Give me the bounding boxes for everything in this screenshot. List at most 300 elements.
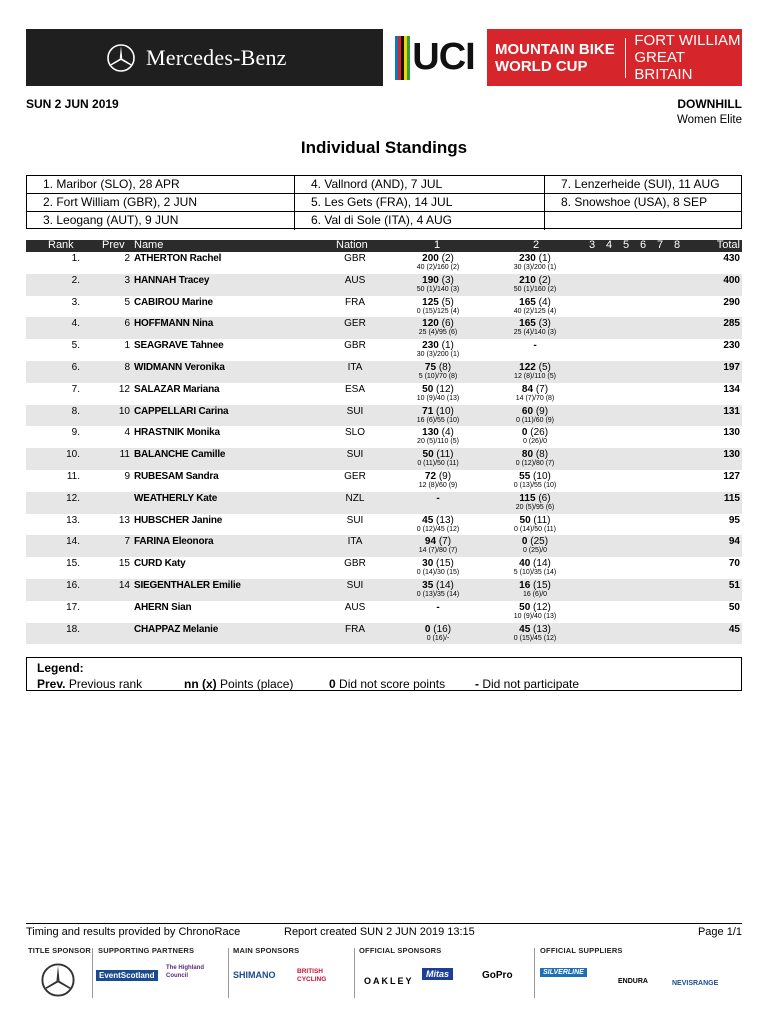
cell-rank: 17. [66, 601, 80, 613]
cell-nation: SUI [346, 405, 364, 417]
r2-place: (13) [533, 623, 551, 635]
cell-nation: FRA [345, 296, 365, 308]
table-row [26, 274, 742, 296]
cell-rank: 15. [66, 558, 80, 570]
legend-points-desc: Points (place) [220, 677, 294, 691]
r2-points: 40 [519, 558, 531, 570]
cell-rank: 10. [66, 449, 80, 461]
cell-r2-sub: 0 (13)/55 (10) [513, 481, 557, 489]
r2-points: 165 [519, 318, 536, 330]
table-row [26, 361, 742, 383]
r1-points: 230 [422, 340, 439, 352]
r2-points: 115 [519, 492, 536, 504]
cell-race-2 [478, 624, 592, 635]
cell-rank: 12. [66, 492, 80, 504]
r2-place: (6) [538, 492, 551, 504]
brand-name: Mercedes-Benz [146, 44, 287, 70]
cell-race-2 [478, 275, 592, 286]
r2-place: (12) [533, 601, 551, 613]
cell-prev: 6 [124, 318, 130, 330]
cell-r1-sub: 16 (6)/55 (10) [416, 416, 460, 424]
timing-credit: Timing and results provided by ChronoRace [26, 926, 241, 938]
series-line-1: MOUNTAIN BIKE [495, 40, 615, 58]
r1-points: 30 [422, 558, 434, 570]
cell-rank: 5. [71, 340, 80, 352]
table-row [26, 448, 742, 470]
cell-rank: 3. [71, 296, 80, 308]
page-title: Individual Standings [300, 138, 468, 157]
cell-rank: 9. [71, 427, 80, 439]
divider [625, 38, 626, 78]
cell-prev: 10 [118, 405, 130, 417]
cell-race-2 [478, 318, 592, 329]
legend-dash-desc: Did not participate [482, 677, 580, 691]
legend-prev-key: Prev. [37, 677, 66, 691]
r1-place: (9) [438, 470, 452, 482]
table-row [26, 470, 742, 492]
category: Women Elite [677, 114, 742, 126]
header-banner [26, 29, 742, 86]
cell-r2-sub: 0 (14)/50 (11) [514, 525, 556, 533]
event-cell: 5. Les Gets (FRA), 14 JUL [295, 194, 545, 212]
cell-r2-sub: 5 (10)/35 (14) [513, 569, 557, 577]
sponsor-strip [26, 946, 742, 1002]
r1-place: (10) [436, 405, 454, 417]
standings-rows [26, 252, 742, 644]
report-created: Report created SUN 2 JUN 2019 13:15 [284, 926, 475, 938]
cell-rank: 6. [71, 361, 80, 373]
event-cell: 2. Fort William (GBR), 2 JUN [27, 194, 295, 212]
eventscotland-logo: EventScotland [96, 970, 158, 981]
cell-rank: 18. [66, 623, 80, 635]
r2-place: (15) [533, 579, 551, 591]
r1-points: 120 [422, 318, 439, 330]
cell-nation: AUS [344, 274, 366, 286]
cell-name: AHERN Sian [134, 601, 192, 613]
cell-race-2 [478, 340, 592, 351]
header-nation: Nation [336, 239, 368, 251]
legend-points-key: nn (x) [184, 677, 217, 691]
cell-r1-sub: 30 (3)/200 (1) [416, 351, 460, 359]
cell-total: 400 [723, 274, 740, 286]
table-row [26, 426, 742, 448]
header-total: Total [716, 239, 740, 251]
cell-prev: 12 [118, 383, 130, 395]
cell-rank: 16. [66, 579, 80, 591]
cell-nation: GER [344, 318, 366, 330]
cell-rank: 4. [71, 318, 80, 330]
table-row [26, 339, 742, 361]
r1-points: 94 [424, 536, 437, 548]
cell-r2-sub: 10 (9)/40 (13) [513, 612, 557, 620]
r1-place: (2) [441, 253, 454, 264]
r1-place: (15) [436, 558, 454, 570]
main-sponsors-label: MAIN SPONSORS [233, 946, 300, 955]
r2-points: 0 [521, 536, 528, 548]
cell-nation: ITA [347, 361, 363, 373]
header-race-3: 3 [589, 239, 596, 251]
r2-points: 122 [519, 361, 536, 373]
r1-place: (5) [441, 296, 454, 308]
cell-race-2 [478, 362, 592, 373]
event-cell: 4. Vallnord (AND), 7 JUL [295, 176, 545, 194]
r2-points: 60 [521, 405, 534, 417]
sponsor-divider [354, 948, 355, 998]
r2-place: (2) [538, 274, 551, 286]
cell-r2-sub: 40 (2)/125 (4) [513, 307, 557, 315]
cell-total: 130 [723, 449, 740, 461]
cell-total: 50 [728, 601, 740, 613]
table-row [26, 514, 742, 536]
table-row [26, 252, 742, 274]
header-race-8: 8 [674, 239, 681, 251]
event-cell: 1. Maribor (SLO), 28 APR [27, 176, 295, 194]
cell-total: 134 [723, 383, 740, 395]
cell-nation: NZL [345, 492, 365, 504]
cell-total: 430 [723, 253, 740, 264]
legend-zero [329, 677, 445, 691]
r1-points: 0 [424, 623, 431, 635]
cell-name: CAPPELLARI Carina [134, 405, 229, 417]
r1-place: (11) [436, 449, 454, 461]
cell-race-2 [478, 253, 592, 264]
cell-nation: SUI [346, 514, 364, 526]
cell-r1-sub: 12 (8)/60 (9) [418, 481, 458, 489]
cell-total: 197 [723, 361, 740, 373]
table-row [26, 579, 742, 601]
cell-r2-sub: 16 (6)/0 [522, 590, 548, 598]
cell-total: 94 [728, 536, 740, 548]
table-row [26, 296, 742, 318]
cell-r1-sub: 0 (16)/- [426, 634, 450, 642]
table-row [26, 623, 742, 645]
cell-rank: 8. [71, 405, 80, 417]
cell-name: WIDMANN Veronika [134, 361, 225, 373]
r2-points: 45 [519, 623, 531, 635]
cell-nation: SUI [346, 449, 364, 461]
gopro-logo: GoPro [482, 970, 513, 981]
r2-place: (4) [538, 296, 551, 308]
r2-place: (10) [533, 470, 551, 482]
cell-name: FARINA Eleonora [134, 536, 214, 548]
cell-nation: FRA [345, 623, 365, 635]
cell-race-2 [478, 471, 592, 482]
cell-prev: 3 [124, 274, 130, 286]
uci-rainbow-stripes [395, 36, 410, 80]
cell-race-2 [478, 580, 592, 591]
cell-r2-sub: 14 (7)/70 (8) [515, 394, 555, 402]
cell-r2-sub: 50 (1)/160 (2) [513, 285, 557, 293]
r1-points: 71 [422, 405, 434, 417]
r1-place: (12) [436, 383, 454, 395]
cell-r2-sub: 12 (8)/110 (5) [514, 372, 556, 380]
table-row [26, 383, 742, 405]
mercedes-star-icon [106, 43, 136, 73]
r2-place: (9) [535, 405, 549, 417]
cell-name: HANNAH Tracey [134, 274, 210, 286]
cell-total: 285 [723, 318, 740, 330]
cell-r1-sub: 5 (10)/70 (8) [418, 372, 458, 380]
r2-points: 55 [519, 470, 531, 482]
event-date: SUN 2 JUN 2019 [26, 97, 119, 111]
cell-name: CHAPPAZ Melanie [134, 623, 219, 635]
cell-nation: SUI [346, 579, 364, 591]
cell-race-2 [478, 493, 592, 504]
cell-name: SIEGENTHALER Emilie [134, 579, 241, 591]
cell-race-2 [478, 515, 592, 526]
r1-place: (7) [438, 536, 452, 548]
cell-nation: ESA [344, 383, 365, 395]
event-cell: 6. Val di Sole (ITA), 4 AUG [295, 212, 545, 230]
header-rank: Rank [48, 239, 74, 251]
official-suppliers-label: OFFICIAL SUPPLIERS [540, 946, 623, 955]
r1-points: - [436, 492, 440, 504]
r1-points: 190 [422, 274, 439, 286]
r1-points: 72 [424, 470, 437, 482]
cell-race-2 [478, 427, 592, 438]
r2-place: (1) [538, 253, 551, 264]
cell-rank: 14. [66, 536, 80, 548]
header-race-4: 4 [606, 239, 613, 251]
r2-points: 84 [521, 383, 534, 395]
r1-points: 200 [422, 253, 439, 264]
cell-name: CABIROU Marine [134, 296, 213, 308]
header-race-6: 6 [640, 239, 647, 251]
cell-r2-sub: 0 (26)/0 [522, 438, 548, 446]
uci-text: UCI [412, 36, 475, 78]
r2-place: (5) [538, 361, 551, 373]
cell-nation: SLO [344, 427, 365, 439]
r2-points: 16 [519, 579, 531, 591]
cell-name: WEATHERLY Kate [134, 492, 218, 504]
cell-nation: AUS [344, 601, 366, 613]
r1-place: (8) [438, 361, 452, 373]
r2-points: 50 [519, 601, 531, 613]
location-line-2: GREAT BRITAIN [634, 49, 693, 83]
cell-race-2 [478, 602, 592, 613]
r1-points: 75 [424, 361, 437, 373]
cell-r1-sub: 14 (7)/80 (7) [418, 547, 458, 555]
table-row [26, 492, 742, 514]
r2-points: 230 [519, 253, 536, 264]
r1-points: - [436, 601, 440, 613]
r2-place: (3) [538, 318, 551, 330]
r2-points: 165 [519, 296, 536, 308]
sponsor-divider [92, 948, 93, 998]
title-sponsor-label: TITLE SPONSOR [28, 946, 92, 955]
cell-r2-sub: 0 (25)/0 [522, 547, 548, 555]
page-number: Page 1/1 [697, 926, 742, 938]
r2-place: (11) [533, 514, 551, 526]
cell-r1-sub: 40 (2)/160 (2) [416, 264, 460, 271]
header-name: Name [134, 239, 164, 251]
cell-prev: 13 [118, 514, 130, 526]
cell-rank: 13. [66, 514, 80, 526]
discipline: DOWNHILL [677, 97, 742, 111]
cell-total: 290 [723, 296, 740, 308]
cell-prev: 8 [124, 361, 130, 373]
cell-prev: 11 [119, 449, 130, 461]
cell-rank: 11. [66, 470, 80, 482]
cell-prev: 9 [124, 470, 130, 482]
table-row [26, 317, 742, 339]
r2-place: (8) [535, 449, 549, 461]
british-cycling-logo: BRITISH CYCLING [297, 968, 327, 983]
nevisrange-logo: NEVISRANGE [672, 980, 719, 987]
cell-race-2 [478, 384, 592, 395]
table-row [26, 405, 742, 427]
r2-place: (26) [530, 427, 549, 439]
cell-r2-sub: 0 (11)/60 (9) [516, 416, 554, 424]
cell-race-2 [478, 449, 592, 460]
cell-race-2 [478, 406, 592, 417]
cell-name: HOFFMANN Nina [134, 318, 214, 330]
r1-points: 50 [422, 449, 434, 461]
cell-total: 230 [723, 340, 740, 352]
cell-prev: 4 [124, 427, 130, 439]
cell-r1-sub: 0 (13)/35 (14) [416, 590, 460, 598]
r1-place: (3) [441, 274, 454, 286]
cell-name: SEAGRAVE Tahnee [134, 340, 224, 352]
r1-points: 50 [422, 383, 434, 395]
footer-rule [26, 923, 742, 924]
official-sponsors-label: OFFICIAL SPONSORS [359, 946, 442, 955]
cell-total: 127 [723, 470, 740, 482]
event-cell: 3. Leogang (AUT), 9 JUN [27, 212, 295, 230]
series-title [495, 41, 617, 75]
r1-points: 45 [422, 514, 434, 526]
sponsor-divider [228, 948, 229, 998]
cell-r1-sub: 0 (12)/45 (12) [416, 525, 460, 533]
cell-name: BALANCHE Camille [134, 449, 226, 461]
cell-r2-sub: 0 (15)/45 (12) [513, 634, 557, 642]
cell-r1-sub: 0 (15)/125 (4) [416, 307, 460, 315]
highland-council-logo: The Highland Council [166, 965, 204, 979]
cell-prev: 5 [124, 296, 130, 308]
cell-total: 95 [728, 514, 740, 526]
legend [26, 657, 742, 691]
cell-nation: GER [344, 470, 366, 482]
cell-total: 45 [728, 623, 740, 635]
cell-nation: GBR [344, 558, 366, 570]
sponsor-divider [534, 948, 535, 998]
cell-name: ATHERTON Rachel [134, 253, 222, 264]
r2-points: 0 [521, 427, 528, 439]
header-race-1: 1 [434, 239, 441, 251]
cell-prev: 14 [118, 579, 130, 591]
cell-r1-sub: 10 (9)/40 (13) [416, 394, 460, 402]
cell-r1-sub: 0 (11)/50 (11) [417, 460, 459, 468]
cell-name: HUBSCHER Janine [134, 514, 223, 526]
cell-r1-sub: 25 (4)/95 (6) [418, 329, 458, 337]
event-cell: 7. Lenzerheide (SUI), 11 AUG [545, 176, 741, 194]
supporting-partners-label: SUPPORTING PARTNERS [98, 946, 195, 955]
legend-zero-key: 0 [329, 677, 336, 691]
cell-name: CURD Katy [134, 558, 186, 570]
location [634, 32, 742, 83]
location-line-1: FORT WILLIAM [634, 32, 741, 49]
table-header [26, 240, 742, 252]
cell-prev: 1 [124, 340, 130, 352]
r1-place: (14) [436, 579, 454, 591]
legend-zero-desc: Did not score points [339, 677, 446, 691]
r2-place: (25) [530, 536, 549, 548]
cell-r2-sub: 20 (5)/95 (6) [515, 503, 555, 511]
header-race-2: 2 [533, 239, 540, 251]
r1-place: (16) [433, 623, 452, 635]
cell-nation: GBR [344, 253, 366, 264]
cell-total: 51 [728, 579, 740, 591]
legend-dash [475, 677, 579, 691]
r2-points: 50 [519, 514, 531, 526]
cell-prev: 2 [124, 253, 130, 264]
cell-name: HRASTNIK Monika [134, 427, 220, 439]
r2-points: 80 [521, 449, 534, 461]
r1-points: 125 [422, 296, 439, 308]
oakley-logo: OAKLEY [364, 976, 414, 986]
table-row [26, 601, 742, 623]
event-cell [545, 212, 741, 230]
silverline-logo: SILVERLINE [540, 968, 587, 977]
header-prev: Prev [102, 239, 125, 251]
r1-place: (6) [441, 318, 454, 330]
legend-prev [37, 677, 142, 691]
r2-place: (14) [533, 558, 551, 570]
events-grid [26, 175, 742, 229]
r2-points: - [533, 340, 537, 352]
r2-points: 210 [519, 274, 536, 286]
header-race-7: 7 [657, 239, 664, 251]
cell-prev: 15 [118, 558, 130, 570]
cell-race-2 [478, 536, 592, 547]
cell-rank: 7. [71, 383, 80, 395]
endura-logo: ENDURA [618, 978, 648, 985]
series-line-2: WORLD CUP [495, 57, 588, 75]
header-race-5: 5 [623, 239, 630, 251]
mercedes-star-icon [40, 962, 76, 998]
table-row [26, 535, 742, 557]
cell-race-2 [478, 297, 592, 308]
legend-dash-key: - [475, 677, 479, 691]
r1-points: 35 [422, 579, 434, 591]
uci-logo [383, 29, 487, 86]
mitas-logo: Mitas [422, 968, 453, 980]
cell-name: RUBESAM Sandra [134, 470, 219, 482]
cell-rank: 1. [71, 253, 80, 264]
cell-total: 70 [728, 558, 740, 570]
shimano-logo: SHIMANO [233, 970, 276, 980]
cell-total: 130 [723, 427, 740, 439]
legend-points [184, 677, 293, 691]
cell-r2-sub: 0 (12)/80 (7) [515, 460, 555, 468]
event-cell: 8. Snowshoe (USA), 8 SEP [545, 194, 741, 212]
cell-total: 131 [723, 405, 740, 417]
table-row [26, 557, 742, 579]
r1-place: (13) [436, 514, 454, 526]
legend-prev-desc: Previous rank [68, 677, 143, 691]
cell-r1-sub: 0 (14)/30 (15) [416, 569, 460, 577]
cell-r1-sub: 50 (1)/140 (3) [416, 285, 460, 293]
cell-name: SALAZAR Mariana [134, 383, 220, 395]
cell-r1-sub: 20 (5)/110 (5) [417, 438, 459, 446]
cell-race-2 [478, 558, 592, 569]
cell-nation: GBR [344, 340, 366, 352]
r2-place: (7) [535, 383, 549, 395]
r1-points: 130 [422, 427, 439, 439]
r1-place: (4) [441, 427, 454, 439]
r1-place: (1) [441, 340, 454, 352]
cell-r2-sub: 30 (3)/200 (1) [513, 264, 557, 271]
